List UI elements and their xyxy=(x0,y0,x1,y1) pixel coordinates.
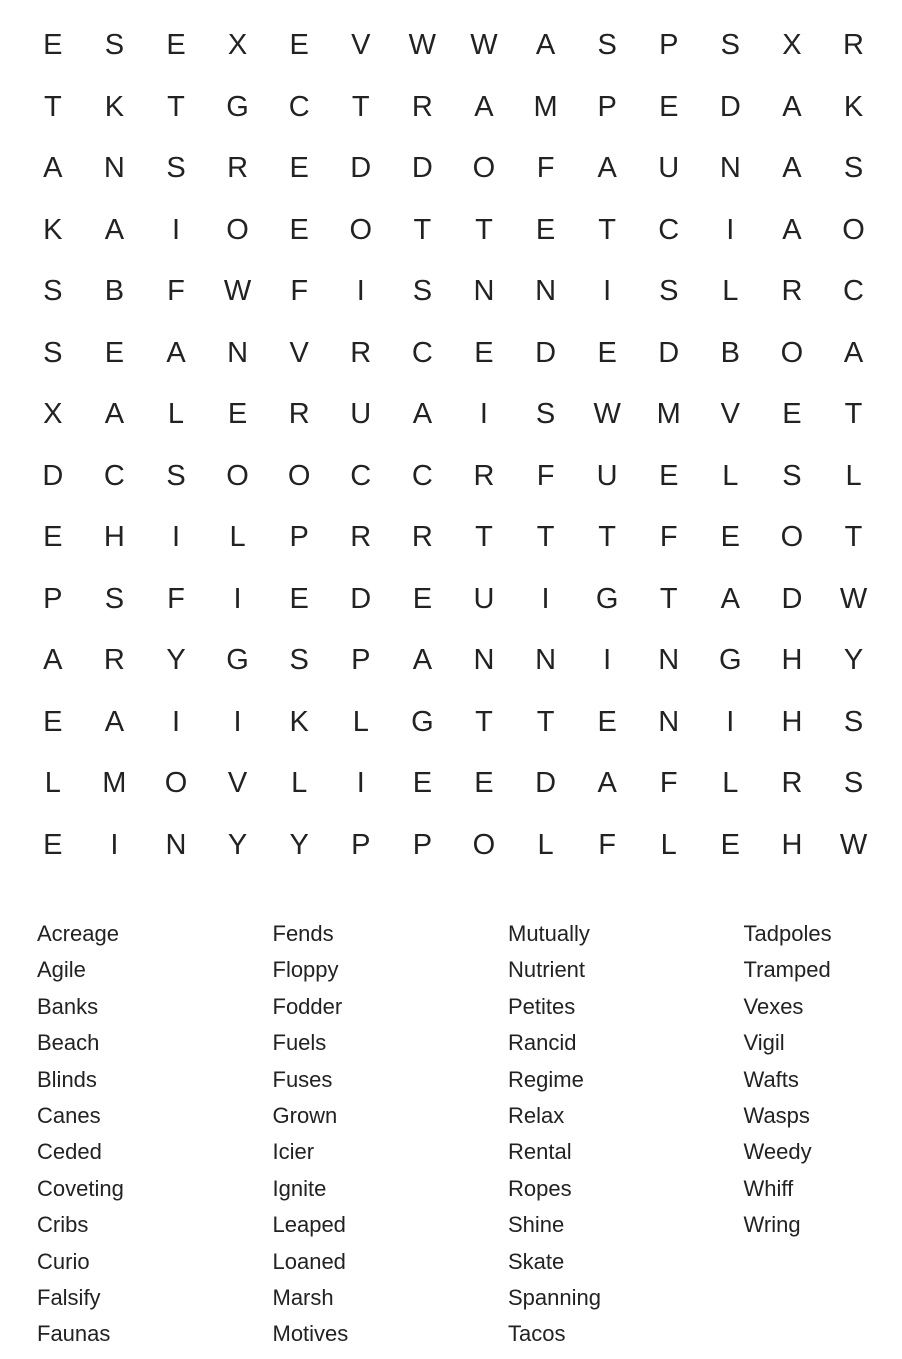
grid-letter[interactable]: L xyxy=(845,459,862,492)
word-list-item: Rental xyxy=(508,1139,572,1165)
word-list-item: Ceded xyxy=(37,1139,102,1165)
grid-letter[interactable]: I xyxy=(541,582,550,615)
grid-letter[interactable]: S xyxy=(720,29,740,62)
grid-letter[interactable]: U xyxy=(596,459,618,492)
grid-letter[interactable]: F xyxy=(536,152,555,185)
grid-letter[interactable]: D xyxy=(42,459,64,492)
grid-letter[interactable]: L xyxy=(167,398,185,431)
grid-letter[interactable]: O xyxy=(780,521,804,554)
word-list-item: Whiff xyxy=(743,1175,794,1201)
grid-letter[interactable]: E xyxy=(166,29,186,62)
grid-letter[interactable]: G xyxy=(226,90,249,123)
grid-letter[interactable]: S xyxy=(166,459,186,492)
word-list-item: Vexes xyxy=(743,993,804,1019)
grid-letter[interactable]: E xyxy=(43,29,63,62)
grid-letter[interactable]: W xyxy=(408,29,437,62)
grid-letter[interactable]: U xyxy=(350,398,372,431)
grid-letter[interactable]: N xyxy=(535,275,557,308)
grid-letter[interactable]: N xyxy=(535,644,557,677)
grid-letter[interactable]: A xyxy=(597,152,617,185)
word-list-item: Vigil xyxy=(743,1030,785,1056)
grid-letter[interactable]: I xyxy=(603,275,612,308)
grid-letter[interactable]: O xyxy=(842,213,865,246)
grid-letter[interactable]: I xyxy=(356,275,365,308)
grid-letter[interactable]: P xyxy=(289,521,309,554)
grid-letter[interactable]: N xyxy=(719,152,741,185)
word-list-item: Fends xyxy=(272,921,334,946)
word-list-item: Skate xyxy=(508,1248,565,1274)
grid-letter[interactable]: E xyxy=(289,213,309,246)
grid-letter[interactable]: L xyxy=(229,521,246,554)
grid-letter[interactable]: A xyxy=(474,90,494,123)
grid-letter[interactable]: A xyxy=(166,336,186,369)
grid-letter[interactable]: S xyxy=(843,705,864,738)
word-list-item: Falsify xyxy=(37,1284,101,1310)
grid-letter[interactable]: F xyxy=(536,459,555,492)
grid-letter[interactable]: I xyxy=(171,705,181,738)
grid-letter[interactable]: R xyxy=(288,398,310,431)
word-list-item: Faunas xyxy=(37,1321,111,1347)
grid-letter[interactable]: T xyxy=(351,90,370,123)
word-list-item: Mutually xyxy=(508,921,590,946)
grid-letter[interactable]: E xyxy=(474,767,494,800)
grid-letter[interactable]: R xyxy=(350,336,372,369)
grid-letter[interactable]: T xyxy=(475,213,493,246)
grid-letter[interactable]: E xyxy=(289,29,309,62)
grid-letter[interactable]: U xyxy=(658,152,680,185)
grid-letter[interactable]: G xyxy=(595,582,619,615)
grid-letter[interactable]: E xyxy=(659,459,679,492)
grid-letter[interactable]: C xyxy=(288,90,310,123)
grid-letter[interactable]: A xyxy=(535,29,556,62)
word-list-item: Acreage xyxy=(37,921,119,946)
grid-letter[interactable]: F xyxy=(167,582,185,615)
grid-letter[interactable]: A xyxy=(412,398,433,431)
grid-letter[interactable]: I xyxy=(110,828,119,861)
grid-letter[interactable]: X xyxy=(227,29,248,62)
grid-letter[interactable]: D xyxy=(719,90,741,123)
grid-letter[interactable]: S xyxy=(843,152,864,185)
grid-letter[interactable]: S xyxy=(843,767,864,800)
word-list-item: Wasps xyxy=(743,1102,810,1128)
grid-letter[interactable]: T xyxy=(844,521,863,554)
grid-letter[interactable]: S xyxy=(104,29,125,62)
grid-letter[interactable]: O xyxy=(226,459,249,492)
grid-letter[interactable]: D xyxy=(535,336,557,369)
grid-letter[interactable]: E xyxy=(289,582,309,615)
word-list-item: Canes xyxy=(37,1102,101,1128)
grid-letter[interactable]: D xyxy=(350,152,372,185)
word-list-item: Icier xyxy=(272,1139,315,1165)
grid-letter[interactable]: A xyxy=(412,644,433,677)
grid-letter[interactable]: S xyxy=(166,152,186,185)
grid-letter[interactable]: K xyxy=(289,705,309,738)
grid-letter[interactable]: M xyxy=(102,767,127,800)
grid-letter[interactable]: N xyxy=(165,828,187,861)
word-list-item: Cribs xyxy=(37,1212,89,1238)
grid-letter[interactable]: C xyxy=(843,275,864,308)
grid-letter[interactable]: E xyxy=(227,398,248,431)
grid-letter[interactable]: S xyxy=(412,275,433,308)
letter-grid xyxy=(22,15,884,876)
word-list-item: Curio xyxy=(37,1248,90,1274)
grid-letter[interactable]: X xyxy=(43,398,63,431)
grid-letter[interactable]: U xyxy=(473,582,495,615)
grid-letter[interactable]: R xyxy=(350,521,372,554)
grid-letter[interactable]: A xyxy=(782,213,802,246)
word-list-item: Spanning xyxy=(508,1284,601,1310)
grid-letter[interactable]: E xyxy=(535,213,556,246)
grid-letter[interactable]: E xyxy=(720,521,740,554)
word-list-item: Tadpoles xyxy=(743,921,832,946)
grid-letter[interactable]: S xyxy=(782,459,802,492)
grid-letter[interactable]: A xyxy=(104,213,125,246)
word-list-item: Regime xyxy=(508,1066,584,1092)
grid-letter[interactable]: I xyxy=(726,705,735,738)
word-list-item: Coveting xyxy=(37,1175,124,1201)
grid-letter[interactable]: P xyxy=(351,644,371,677)
grid-letter[interactable]: B xyxy=(720,336,740,369)
grid-letter[interactable]: S xyxy=(659,275,679,308)
grid-letter[interactable]: T xyxy=(659,582,678,615)
grid-letter[interactable]: T xyxy=(598,521,616,554)
grid-letter[interactable]: L xyxy=(660,828,677,861)
word-list-item: Leaped xyxy=(272,1212,346,1238)
grid-letter[interactable]: A xyxy=(104,398,125,431)
grid-letter[interactable]: W xyxy=(223,275,252,308)
grid-letter[interactable]: Y xyxy=(289,828,309,861)
grid-letter[interactable]: A xyxy=(43,152,63,185)
grid-letter[interactable]: V xyxy=(351,29,371,62)
grid-letter[interactable]: L xyxy=(722,459,739,492)
grid-letter[interactable]: T xyxy=(475,521,493,554)
grid-letter[interactable]: W xyxy=(470,29,498,62)
grid-letter[interactable]: R xyxy=(843,29,864,62)
grid-letter[interactable]: E xyxy=(659,90,679,123)
grid-letter[interactable]: L xyxy=(537,828,554,861)
grid-letter[interactable]: F xyxy=(659,521,678,554)
grid-letter[interactable]: N xyxy=(103,152,125,185)
grid-letter[interactable]: F xyxy=(167,275,185,308)
grid-letter[interactable]: P xyxy=(43,582,63,615)
word-list-item: Wafts xyxy=(743,1066,799,1092)
grid-letter[interactable]: I xyxy=(233,705,242,738)
grid-letter[interactable]: D xyxy=(535,767,557,800)
grid-letter[interactable]: E xyxy=(104,336,125,369)
grid-letter[interactable]: I xyxy=(479,398,488,431)
grid-letter[interactable]: W xyxy=(839,828,868,861)
grid-letter[interactable]: T xyxy=(167,90,185,123)
grid-letter[interactable]: G xyxy=(411,705,434,738)
grid-letter[interactable]: K xyxy=(843,90,864,123)
grid-letter[interactable]: M xyxy=(656,398,681,431)
grid-letter[interactable]: G xyxy=(226,644,249,677)
grid-letter[interactable]: H xyxy=(781,705,803,738)
grid-letter[interactable]: O xyxy=(226,213,249,246)
grid-letter[interactable]: E xyxy=(597,705,617,738)
word-list-item: Agile xyxy=(37,957,86,983)
word-list-item: Fuels xyxy=(272,1030,327,1056)
word-list-item: Petites xyxy=(508,993,576,1019)
grid-letter[interactable]: S xyxy=(43,336,63,369)
grid-letter[interactable]: N xyxy=(658,705,680,738)
grid-letter[interactable]: W xyxy=(593,398,621,431)
grid-letter[interactable]: A xyxy=(597,767,617,800)
grid-letter[interactable]: C xyxy=(411,336,433,369)
grid-letter[interactable]: O xyxy=(287,459,311,492)
grid-letter[interactable]: C xyxy=(350,459,372,492)
word-list-item: Fuses xyxy=(272,1066,333,1092)
grid-letter[interactable]: T xyxy=(475,705,493,738)
grid-letter[interactable]: I xyxy=(233,582,242,615)
grid-letter[interactable]: C xyxy=(658,213,680,246)
grid-letter[interactable]: T xyxy=(43,90,62,123)
word-list-item: Banks xyxy=(37,993,99,1019)
word-list-item: Fodder xyxy=(272,993,343,1019)
word-list-item: Tramped xyxy=(743,957,831,983)
grid-letter[interactable]: Y xyxy=(227,828,248,861)
grid-letter[interactable]: A xyxy=(104,705,125,738)
grid-letter[interactable]: T xyxy=(536,705,555,738)
word-list-item: Motives xyxy=(272,1321,349,1347)
grid-letter[interactable]: C xyxy=(411,459,433,492)
grid-letter[interactable]: E xyxy=(43,828,63,861)
grid-letter[interactable]: L xyxy=(44,767,61,800)
grid-letter[interactable]: O xyxy=(349,213,373,246)
grid-letter[interactable]: L xyxy=(722,275,739,308)
word-list xyxy=(37,916,902,1353)
grid-letter[interactable]: R xyxy=(411,90,433,123)
grid-letter[interactable]: P xyxy=(659,29,679,62)
grid-letter[interactable]: I xyxy=(356,767,365,800)
grid-letter[interactable]: V xyxy=(289,336,309,369)
grid-letter[interactable]: H xyxy=(103,521,125,554)
word-list-item: Shine xyxy=(508,1212,565,1238)
grid-letter[interactable]: Y xyxy=(843,644,864,677)
word-list-item: Tacos xyxy=(508,1321,566,1347)
grid-letter[interactable]: S xyxy=(43,275,63,308)
grid-letter[interactable]: R xyxy=(411,521,433,554)
grid-letter[interactable]: E xyxy=(474,336,494,369)
word-list-item: Blinds xyxy=(37,1066,97,1092)
grid-letter[interactable]: D xyxy=(411,152,433,185)
word-list-item: Relax xyxy=(508,1102,565,1128)
grid-letter[interactable]: S xyxy=(535,398,556,431)
grid-letter[interactable]: L xyxy=(291,767,308,800)
word-list-item: Ropes xyxy=(508,1175,572,1201)
grid-letter[interactable]: I xyxy=(171,213,181,246)
grid-letter[interactable]: N xyxy=(227,336,249,369)
grid-letter[interactable]: E xyxy=(597,336,617,369)
grid-letter[interactable]: I xyxy=(603,644,612,677)
grid-letter[interactable]: T xyxy=(413,213,432,246)
grid-letter[interactable]: M xyxy=(533,90,558,123)
word-list-item: Ignite xyxy=(272,1175,327,1201)
word-list-item: Rancid xyxy=(508,1030,577,1056)
grid-letter[interactable]: E xyxy=(412,767,433,800)
grid-letter[interactable]: I xyxy=(171,521,181,554)
word-list-item: Beach xyxy=(37,1030,100,1056)
grid-letter[interactable]: L xyxy=(722,767,739,800)
grid-letter[interactable]: S xyxy=(597,29,617,62)
grid-letter[interactable]: A xyxy=(720,582,740,615)
grid-letter[interactable]: I xyxy=(726,213,735,246)
grid-letter[interactable]: A xyxy=(843,336,864,369)
grid-letter[interactable]: N xyxy=(473,275,495,308)
grid-letter[interactable]: E xyxy=(289,152,309,185)
grid-letter[interactable]: F xyxy=(598,828,616,861)
word-list-item: Nutrient xyxy=(508,957,586,983)
grid-letter[interactable]: B xyxy=(104,275,125,308)
grid-letter[interactable]: F xyxy=(290,275,309,308)
grid-letter[interactable]: A xyxy=(782,152,802,185)
grid-letter[interactable]: R xyxy=(781,767,803,800)
word-list-item: Wring xyxy=(743,1212,801,1238)
word-list-item: Weedy xyxy=(743,1139,812,1165)
grid-letter[interactable]: N xyxy=(473,644,495,677)
grid-letter[interactable]: V xyxy=(720,398,740,431)
grid-letter[interactable]: T xyxy=(536,521,555,554)
grid-letter[interactable]: D xyxy=(658,336,680,369)
grid-letter[interactable]: W xyxy=(839,582,868,615)
grid-letter[interactable]: E xyxy=(782,398,802,431)
grid-letter[interactable]: N xyxy=(658,644,680,677)
grid-letter[interactable]: T xyxy=(598,213,616,246)
grid-letter[interactable]: R xyxy=(781,275,803,308)
grid-letter[interactable]: V xyxy=(227,767,248,800)
grid-letter[interactable]: E xyxy=(412,582,433,615)
grid-letter[interactable]: X xyxy=(782,29,802,62)
grid-letter[interactable]: F xyxy=(659,767,678,800)
grid-letter[interactable]: H xyxy=(781,644,803,677)
grid-letter[interactable]: H xyxy=(781,828,803,861)
grid-letter[interactable]: R xyxy=(473,459,495,492)
grid-letter[interactable]: D xyxy=(350,582,372,615)
grid-letter[interactable]: L xyxy=(352,705,369,738)
word-list-item: Marsh xyxy=(272,1284,334,1310)
grid-letter[interactable]: O xyxy=(472,152,496,185)
grid-letter[interactable]: R xyxy=(103,644,125,677)
word-list-item: Loaned xyxy=(272,1248,346,1274)
grid-letter[interactable]: A xyxy=(782,90,802,123)
grid-letter[interactable]: O xyxy=(780,336,804,369)
grid-letter[interactable]: P xyxy=(597,90,617,123)
grid-letter[interactable]: O xyxy=(472,828,496,861)
grid-letter[interactable]: K xyxy=(43,213,63,246)
grid-letter[interactable]: K xyxy=(104,90,125,123)
grid-letter[interactable]: P xyxy=(412,828,433,861)
word-list-item: Floppy xyxy=(272,957,339,983)
grid-letter[interactable]: P xyxy=(351,828,371,861)
grid-letter[interactable]: R xyxy=(227,152,249,185)
grid-letter[interactable]: Y xyxy=(166,644,186,677)
grid-letter[interactable]: E xyxy=(43,705,63,738)
grid-letter[interactable]: A xyxy=(43,644,63,677)
grid-letter[interactable]: E xyxy=(43,521,63,554)
grid-letter[interactable]: S xyxy=(104,582,125,615)
grid-letter[interactable]: G xyxy=(719,644,742,677)
grid-letter[interactable]: C xyxy=(103,459,125,492)
grid-letter[interactable]: S xyxy=(289,644,309,677)
grid-letter[interactable]: D xyxy=(781,582,803,615)
grid-letter[interactable]: O xyxy=(164,767,188,800)
word-list-item: Grown xyxy=(272,1102,338,1128)
grid-letter[interactable]: E xyxy=(720,828,740,861)
grid-letter[interactable]: T xyxy=(844,398,863,431)
